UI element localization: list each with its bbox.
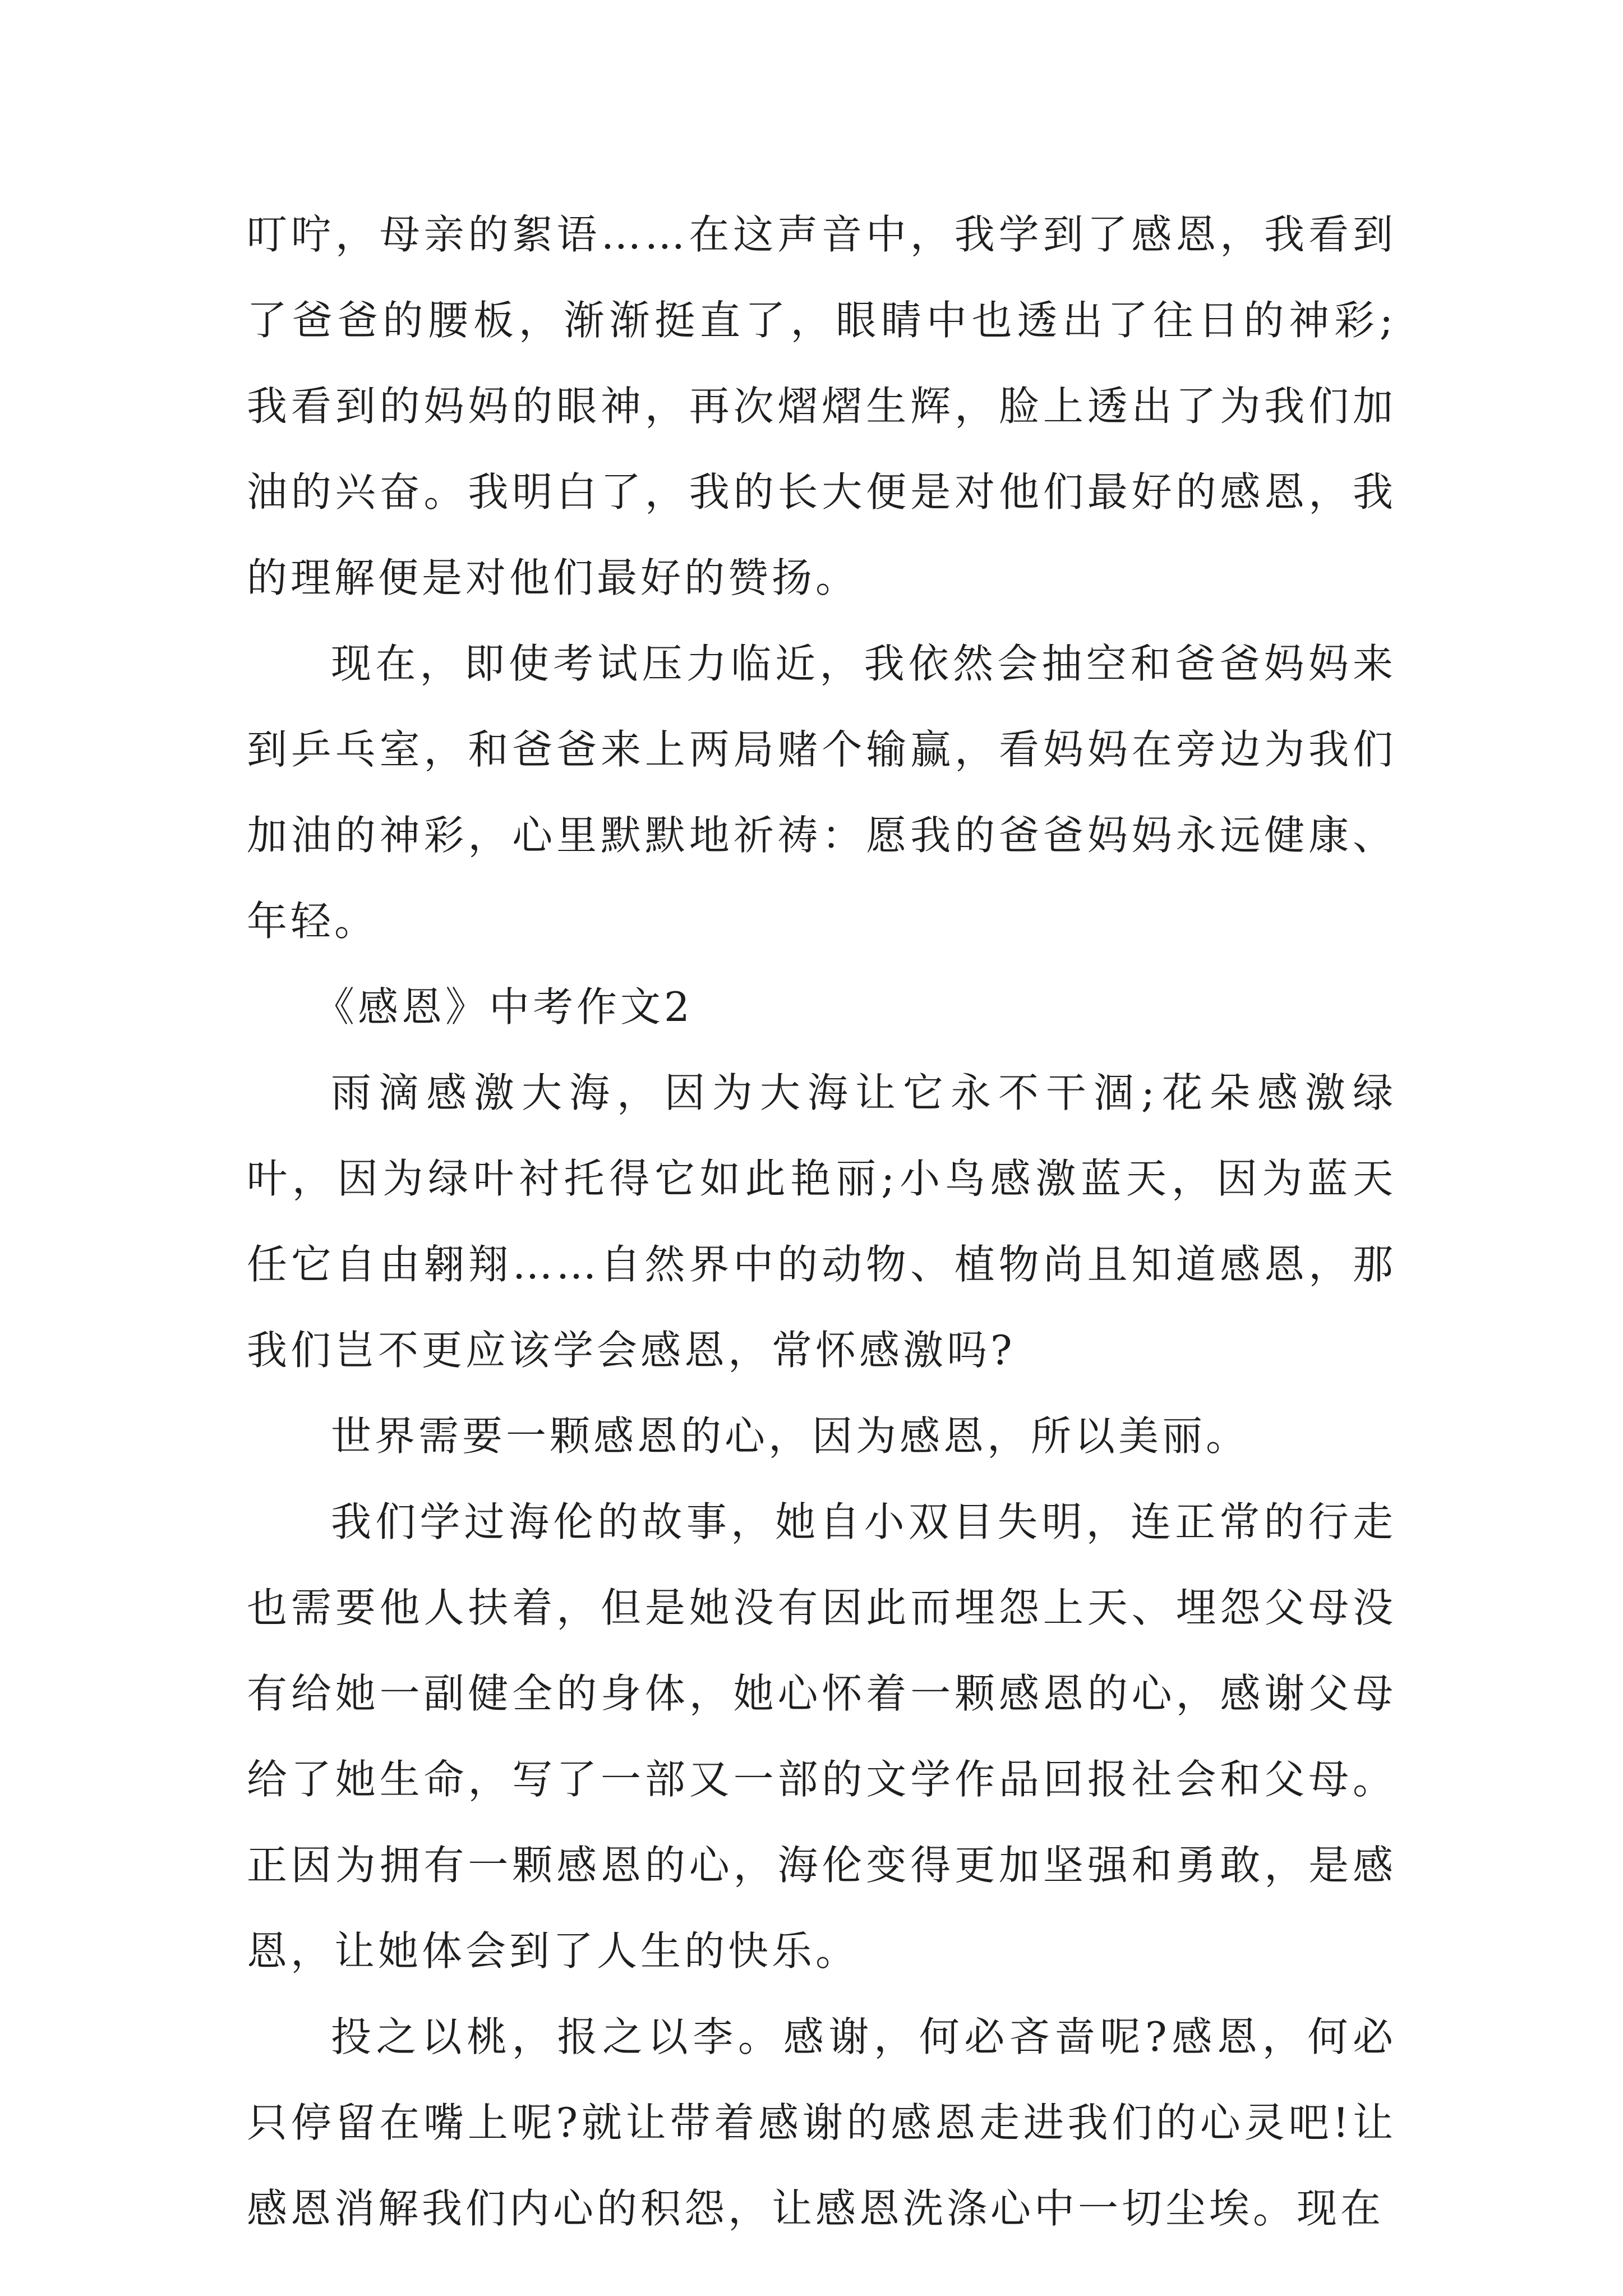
essay-heading: 《感恩》中考作文2 — [314, 983, 693, 1030]
paragraph-raindrops: 雨滴感激大海，因为大海让它永不干涸;花朵感激绿叶，因为绿叶衬托得它如此艳丽;小鸟感激蓝天，因为蓝天任它自由翱翔……自然界中的动物、植物尚且知道感恩，那我们岂不更应该学会感恩，常怀感激吗? — [247, 1069, 1396, 1374]
paragraph-helen: 我们学过海伦的故事，她自小双目失明，连正常的行走也需要他人扶着，但是她没有因此而埋怨上天、埋怨父母没有给她一副健全的身体，她心怀着一颗感恩的心，感谢父母给了她生命，写了一部又一部的文学作品回报社会和父母。正因为拥有一颗感恩的心，海伦变得更加坚强和勇敢，是感恩，让她体会到了人生的快乐。 — [247, 1498, 1396, 1975]
paragraph-continuation: 叮咛，母亲的絮语……在这声音中，我学到了感恩，我看到了爸爸的腰板，渐渐挺直了，眼睛中也透出了往日的神彩;我看到的妈妈的眼神，再次熠熠生辉，脸上透出了为我们加油的兴奋。我明白了，我的长大便是对他们最好的感恩，我的理解便是对他们最好的赞扬。 — [247, 211, 1396, 601]
essay-body — [247, 192, 1396, 2252]
paragraph-world-needs: 世界需要一颗感恩的心，因为感恩，所以美丽。 — [331, 1412, 1250, 1460]
paragraph-now: 现在，即使考试压力临近，我依然会抽空和爸爸妈妈来到乒乓室，和爸爸来上两局赌个输赢，看妈妈在旁边为我们加油的神彩，心里默默地祈祷：愿我的爸爸妈妈永远健康、年轻。 — [247, 640, 1396, 945]
paragraph-peach-plum: 投之以桃，报之以李。感谢，何必吝啬呢?感恩，何必只停留在嘴上呢?就让带着感谢的感恩走进我们的心灵吧!让感恩消解我们内心的积怨，让感恩洗涤心中一切尘埃。现在 — [247, 2013, 1396, 2232]
